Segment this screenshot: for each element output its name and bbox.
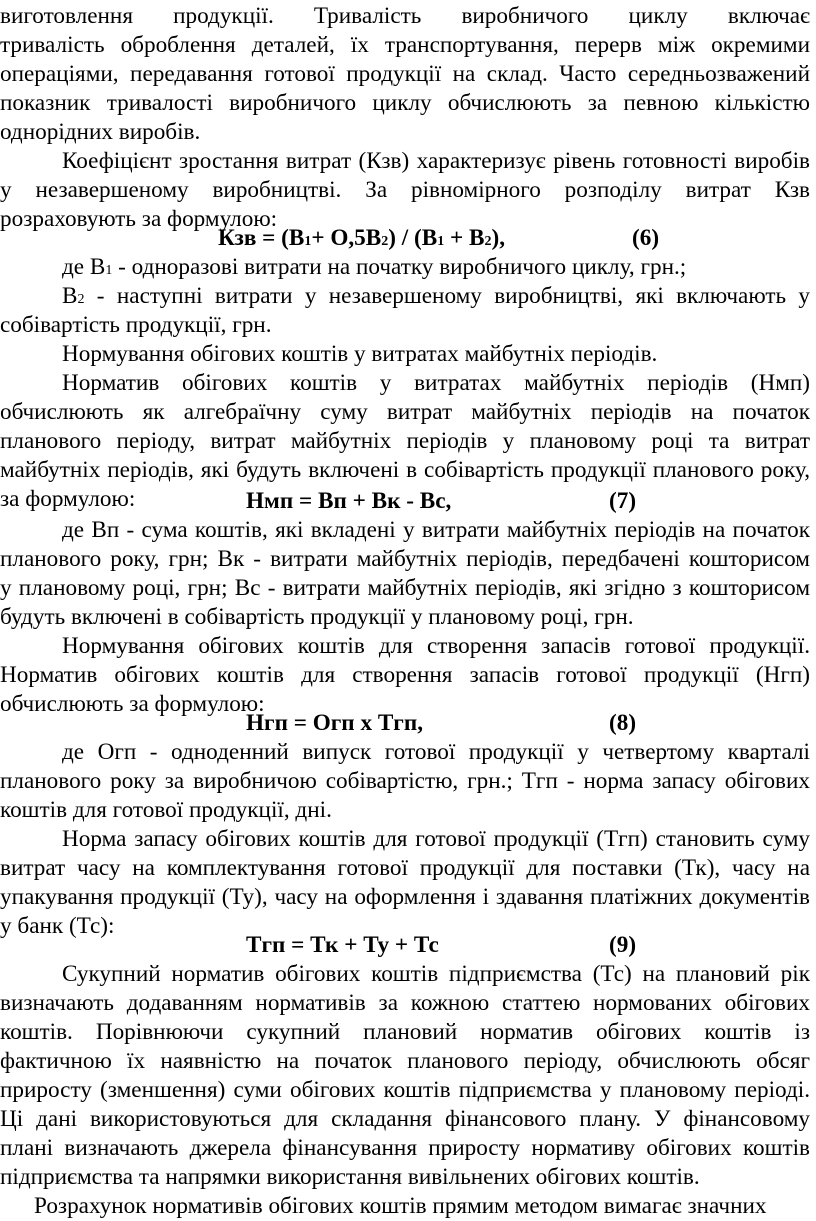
text-line: Розрахунок нормативів обігових коштів прямим методом вимагає значних xyxy=(34,1193,767,1219)
text-line: будуть включені в собівартість продукції у плановому році, грн. xyxy=(0,604,634,630)
text-line: у банк (Тс): xyxy=(0,913,115,939)
text-line: Норматив обігових коштів для створення запасів готової продукції (Нгп) xyxy=(0,662,810,688)
text-line: Коефіцієнт зростання витрат (Кзв) характеризує рівень готовності виробів xyxy=(62,148,810,174)
text-line: однорідних виробів. xyxy=(0,119,201,145)
text-line: Нормування обігових коштів у витратах майбутніх періодів. xyxy=(62,341,658,367)
text-line: у плановому році, грн; Вс - витрати майбутніх періодів, які згідно з кошторисом xyxy=(0,575,810,601)
text-line: витрат часу на комплектування готової продукції для поставки (Тк), часу на xyxy=(0,855,810,881)
text-line: Нормування обігових коштів для створення запасів готової продукції. xyxy=(62,633,810,659)
formula-9-number: (9) xyxy=(609,932,637,958)
text-line: планового періоду, витрат майбутніх періодів у плановому році та витрат xyxy=(0,428,810,454)
text-line: плані визначають джерела фінансування приросту нормативу обігових коштів xyxy=(0,1135,810,1161)
text-line: підприємства та напрямки використання вивільнених обігових коштів. xyxy=(0,1164,700,1190)
text-line: тривалість оброблення деталей, їх транспортування, перерв між окремими xyxy=(0,32,810,58)
text-line: Норматив обігових коштів у витратах майбутніх періодів (Нмп) xyxy=(62,370,810,396)
formula-8: Нгп = Огп х Тгп, xyxy=(246,710,423,736)
text-line: розраховують за формулою: xyxy=(0,206,278,232)
text-line: упакування продукції (Ту), часу на оформлення і здавання платіжних документів xyxy=(0,884,810,910)
text-line: операціями, передавання готової продукції на склад. Часто середньозважений xyxy=(0,61,810,87)
text-line: обчислюють як алгебраїчну суму витрат майбутніх періодів на початок xyxy=(0,399,810,425)
text-line: коштів для готової продукції, дні. xyxy=(0,797,332,823)
formula-7: Нмп = Вп + Вк - Вс, xyxy=(246,488,452,514)
formula-6: Кзв = (В1+ О,5В2) / (В1 + В2), xyxy=(218,225,506,251)
formula-7-number: (7) xyxy=(609,488,637,514)
text-line: обчислюють за формулою: xyxy=(0,691,265,717)
text-line: фактичною їх наявністю на початок планового періоду, обчислюють обсяг xyxy=(0,1048,810,1074)
text-line: майбутніх періодів, які будуть включені в собівартість продукції планового року, xyxy=(0,457,810,483)
text-line: коштів. Порівнюючи сукупний плановий норматив обігових коштів із xyxy=(0,1019,810,1045)
text-line: планового року за виробничою собівартістю, грн.; Тгп - норма запасу обігових xyxy=(0,768,810,794)
text-line: собівартість продукції, грн. xyxy=(0,312,272,338)
text-line: Ці дані використовуються для складання фінансового плану. У фінансовому xyxy=(0,1106,810,1132)
text-line: показник тривалості виробничого циклу обчислюють за певною кількістю xyxy=(0,90,810,116)
text-line: В2 - наступні витрати у незавершеному виробництві, які включають у xyxy=(62,283,810,309)
text-line: за формулою: xyxy=(0,486,136,512)
text-line: де Огп - одноденний випуск готової продукції у четвертому кварталі xyxy=(62,739,810,765)
formula-8-number: (8) xyxy=(609,710,637,736)
text-line: визначають додаванням нормативів за кожною статтею нормованих обігових xyxy=(0,990,810,1016)
text-line: виготовлення продукції. Тривалість виробничого циклу включає xyxy=(0,3,810,29)
text-line: планового року, грн; Вк - витрати майбутніх періодів, передбачені кошторисом xyxy=(0,546,810,572)
formula-9: Тгп = Тк + Ту + Тс xyxy=(246,932,439,958)
formula-6-number: (6) xyxy=(632,225,660,251)
text-line: де В1 - одноразові витрати на початку виробничого циклу, грн.; xyxy=(62,254,687,280)
text-line: у незавершеному виробництві. За рівномірного розподілу витрат Кзв xyxy=(0,177,810,203)
text-line: Сукупний норматив обігових коштів підприємства (Тс) на плановий рік xyxy=(62,961,810,987)
text-line: Норма запасу обігових коштів для готової продукції (Тгп) становить суму xyxy=(62,826,810,852)
text-line: приросту (зменшення) суми обігових коштів підприємства у плановому періоді. xyxy=(0,1077,810,1103)
text-line: де Вп - сума коштів, які вкладені у витрати майбутніх періодів на початок xyxy=(62,517,810,543)
